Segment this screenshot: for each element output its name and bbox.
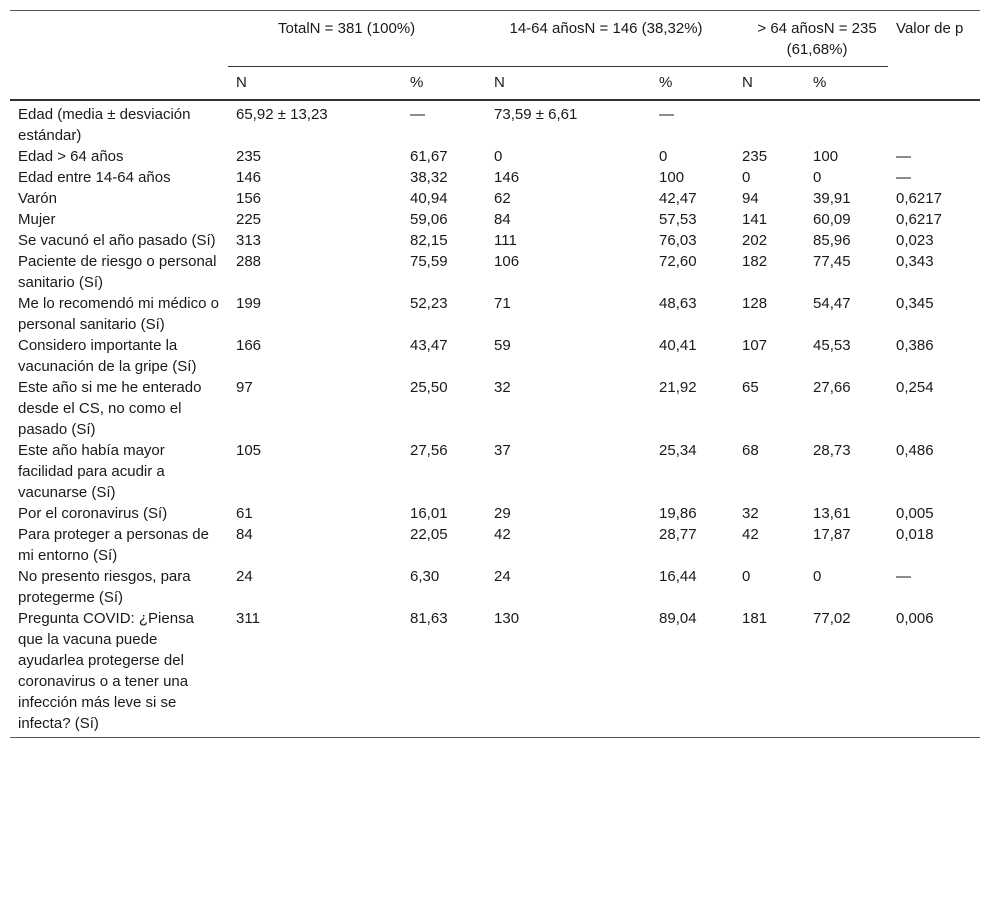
cell-over-64-n: 42 (742, 526, 759, 543)
table-row (10, 377, 980, 440)
row-label: Se vacunó el año pasado (Sí) (18, 232, 216, 249)
cell-over-64-n: 128 (742, 295, 768, 312)
subheader-total-n: N (228, 67, 402, 101)
cell-over-64-pct: 39,91 (813, 190, 851, 207)
table-body (10, 100, 980, 738)
table-row (10, 209, 980, 230)
cell-14-64-pct: 57,53 (659, 211, 697, 228)
row-label: Mujer (18, 211, 56, 228)
cell-over-64-pct: 77,45 (813, 253, 851, 270)
cell-total-pct: 25,50 (410, 379, 448, 396)
subheader-total-pct: % (402, 67, 486, 101)
cell-total-pct: 38,32 (410, 169, 448, 186)
cell-14-64-pct: 19,86 (659, 505, 697, 522)
cell-14-64-pct: 28,77 (659, 526, 697, 543)
cell-over-64-n: 94 (742, 190, 759, 207)
subheader-over-64-pct: % (805, 67, 888, 101)
row-label: Para proteger a personas de mi entorno (Sí) (18, 526, 209, 564)
cell-14-64-n: 84 (494, 211, 511, 228)
cell-total-n: 97 (236, 379, 253, 396)
cell-14-64-pct: 16,44 (659, 568, 697, 585)
cell-over-64-pct: 17,87 (813, 526, 851, 543)
cell-total-pct: 61,67 (410, 148, 448, 165)
cell-14-64-pct: 76,03 (659, 232, 697, 249)
results-table (10, 10, 980, 738)
cell-over-64-pct: 54,47 (813, 295, 851, 312)
cell-over-64-pct: 60,09 (813, 211, 851, 228)
row-label: Edad (media ± desviación estándar) (18, 106, 191, 144)
cell-total-pct: 52,23 (410, 295, 448, 312)
subheader-over-64-n: N (734, 67, 805, 101)
row-label: Considero importante la vacunación de la gripe (Sí) (18, 337, 197, 375)
cell-p-value: 0,6217 (896, 211, 942, 228)
cell-14-64-n: 62 (494, 190, 511, 207)
cell-14-64-pct: 40,41 (659, 337, 697, 354)
cell-over-64-n: 32 (742, 505, 759, 522)
cell-14-64-n: 29 (494, 505, 511, 522)
cell-over-64-pct: 100 (813, 148, 839, 165)
table-row (10, 100, 980, 146)
row-label: No presento riesgos, para protegerme (Sí) (18, 568, 191, 606)
cell-over-64-pct: 28,73 (813, 442, 851, 459)
row-label: Por el coronavirus (Sí) (18, 505, 168, 522)
cell-14-64-pct: 42,47 (659, 190, 697, 207)
cell-over-64-n: 235 (742, 148, 768, 165)
cell-p-value: 0,486 (896, 442, 934, 459)
row-label: Este año si me he enterado desde el CS, no como el pasado (Sí) (18, 379, 202, 438)
cell-over-64-n: 65 (742, 379, 759, 396)
cell-over-64-pct: 45,53 (813, 337, 851, 354)
cell-p-value: 0,345 (896, 295, 934, 312)
cell-total-pct: 43,47 (410, 337, 448, 354)
cell-over-64-pct: 27,66 (813, 379, 851, 396)
cell-total-pct: 22,05 (410, 526, 448, 543)
subheader-14-64-pct: % (651, 67, 734, 101)
cell-total-pct: — (410, 106, 425, 123)
cell-total-n: 235 (236, 148, 262, 165)
cell-p-value: 0,006 (896, 610, 934, 627)
cell-total-n: 166 (236, 337, 262, 354)
table-row (10, 335, 980, 377)
cell-14-64-n: 71 (494, 295, 511, 312)
row-label: Este año había mayor facilidad para acudir a vacunarse (Sí) (18, 442, 165, 501)
cell-over-64-pct: 77,02 (813, 610, 851, 627)
cell-total-n: 311 (236, 610, 260, 627)
cell-p-value: 0,343 (896, 253, 934, 270)
table-row (10, 566, 980, 608)
cell-total-n: 61 (236, 505, 253, 522)
cell-14-64-pct: 89,04 (659, 610, 697, 627)
cell-total-pct: 6,30 (410, 568, 440, 585)
cell-over-64-pct: 13,61 (813, 505, 851, 522)
cell-p-value: — (896, 169, 912, 186)
cell-p-value: 0,6217 (896, 190, 942, 207)
row-label: Edad entre 14-64 años (18, 169, 171, 186)
cell-p-value: 0,018 (896, 526, 934, 543)
cell-14-64-pct: 21,92 (659, 379, 697, 396)
cell-over-64-pct: 85,96 (813, 232, 851, 249)
cell-over-64-n: 0 (742, 169, 751, 186)
cell-14-64-n: 73,59 ± 6,61 (494, 106, 578, 123)
header-group-14-64: 14-64 añosN = 146 (38,32%) (509, 20, 703, 37)
cell-total-n: 24 (236, 568, 253, 585)
table-row (10, 167, 980, 188)
cell-over-64-n: 107 (742, 337, 768, 354)
row-label: Pregunta COVID: ¿Piensa que la vacuna puede ayudarlea protegerse del coronavirus o a tener una infección más leve si se infecta? (Sí) (18, 610, 194, 732)
cell-over-64-n: 202 (742, 232, 768, 249)
cell-14-64-pct: 72,60 (659, 253, 697, 270)
table-row (10, 146, 980, 167)
cell-total-n: 313 (236, 232, 262, 249)
table-row (10, 503, 980, 524)
header-group-total: TotalN = 381 (100%) (278, 20, 416, 37)
cell-total-pct: 40,94 (410, 190, 448, 207)
header-empty-cell (10, 11, 228, 67)
cell-14-64-n: 24 (494, 568, 511, 585)
cell-14-64-pct: — (659, 106, 675, 123)
cell-total-pct: 81,63 (410, 610, 448, 627)
cell-total-pct: 27,56 (410, 442, 448, 459)
header-pvalue: Valor de p (896, 20, 964, 37)
cell-14-64-n: 111 (494, 232, 517, 249)
header-group-over-64: > 64 añosN = 235 (61,68%) (757, 20, 877, 58)
cell-14-64-n: 32 (494, 379, 511, 396)
cell-total-n: 199 (236, 295, 262, 312)
header-row-sub (10, 67, 980, 101)
cell-over-64-n: 141 (742, 211, 768, 228)
cell-14-64-n: 42 (494, 526, 511, 543)
row-label: Me lo recomendó mi médico o personal sanitario (Sí) (18, 295, 219, 333)
cell-p-value: 0,386 (896, 337, 934, 354)
cell-14-64-pct: 0 (659, 148, 668, 165)
table-row (10, 188, 980, 209)
cell-14-64-n: 106 (494, 253, 520, 270)
table-row (10, 440, 980, 503)
cell-over-64-n: 182 (742, 253, 768, 270)
cell-total-n: 146 (236, 169, 262, 186)
row-label: Paciente de riesgo o personal sanitario (Sí) (18, 253, 217, 291)
table-header (10, 11, 980, 101)
table-row (10, 251, 980, 293)
cell-over-64-pct: 0 (813, 169, 822, 186)
cell-14-64-n: 59 (494, 337, 511, 354)
cell-over-64-n: 68 (742, 442, 759, 459)
cell-14-64-n: 146 (494, 169, 520, 186)
table-row (10, 230, 980, 251)
cell-p-value: 0,005 (896, 505, 934, 522)
cell-p-value (888, 100, 980, 146)
cell-total-n: 84 (236, 526, 253, 543)
subheader-14-64-n: N (486, 67, 651, 101)
cell-over-64-n: 181 (742, 610, 768, 627)
cell-total-pct: 16,01 (410, 505, 448, 522)
cell-total-pct: 82,15 (410, 232, 448, 249)
table-row (10, 293, 980, 335)
cell-p-value: — (896, 148, 912, 165)
cell-total-n: 156 (236, 190, 262, 207)
cell-total-n: 105 (236, 442, 262, 459)
cell-total-n: 288 (236, 253, 262, 270)
table-row (10, 524, 980, 566)
results-table-container (10, 10, 980, 738)
cell-14-64-pct: 48,63 (659, 295, 697, 312)
cell-total-pct: 59,06 (410, 211, 448, 228)
header-row-groups (10, 11, 980, 67)
cell-14-64-n: 130 (494, 610, 520, 627)
row-label: Varón (18, 190, 57, 207)
cell-over-64-pct: 0 (813, 568, 822, 585)
cell-14-64-pct: 25,34 (659, 442, 697, 459)
cell-14-64-n: 37 (494, 442, 511, 459)
cell-total-n: 225 (236, 211, 262, 228)
cell-total-pct: 75,59 (410, 253, 448, 270)
cell-over-64-pct (805, 100, 888, 146)
cell-total-n: 65,92 ± 13,23 (236, 106, 328, 123)
cell-p-value: 0,023 (896, 232, 934, 249)
cell-p-value: — (896, 568, 912, 585)
cell-over-64-n: 0 (742, 568, 751, 585)
cell-p-value: 0,254 (896, 379, 934, 396)
table-row (10, 608, 980, 738)
cell-over-64-n (734, 100, 805, 146)
row-label: Edad > 64 años (18, 148, 124, 165)
cell-14-64-n: 0 (494, 148, 503, 165)
cell-14-64-pct: 100 (659, 169, 685, 186)
header-empty-cell (10, 67, 228, 101)
